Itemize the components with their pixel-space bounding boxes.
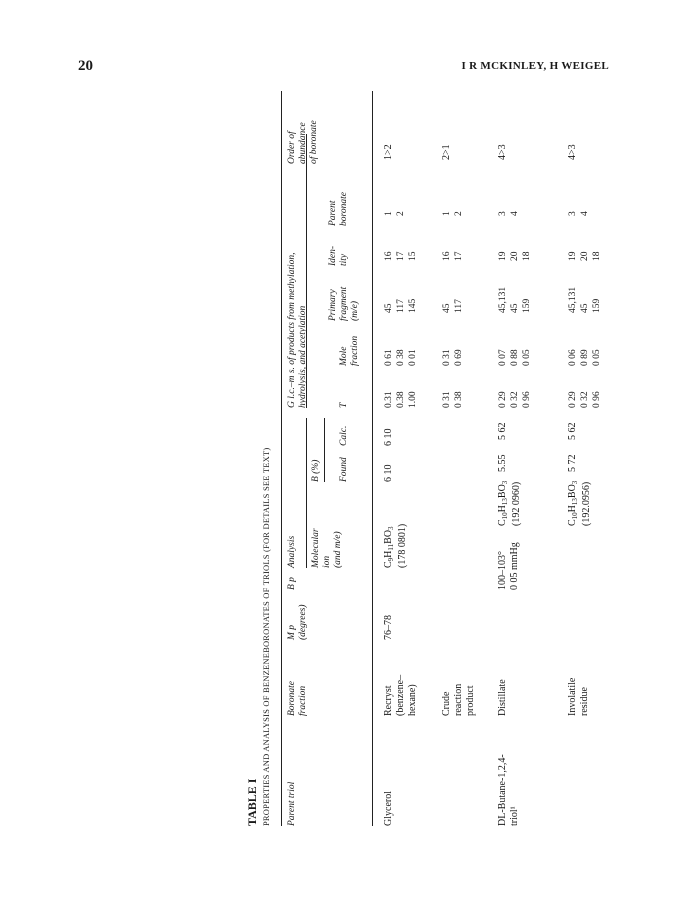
involatile-found: 5 72 [567,454,578,472]
distillate-fraction: Distillate [497,679,508,716]
involatile-identity: 19 20 18 [568,251,602,261]
recryst-mole: 0 61 0 38 0 01 [384,349,418,366]
distillate-mole: 0 07 0 88 0 05 [498,349,532,366]
involatile-t: 0 29 0 32 0 96 [568,391,602,408]
row-butane-triol: DL-Butane-1,2,4- triol¹ [497,754,520,826]
involatile-parent: 3 4 [568,211,590,216]
recryst-parent: 1 2 [384,211,406,216]
distillate-fragment: 45,131 45 159 [498,286,532,313]
recryst-order: 1>2 [383,144,394,160]
header-order-abundance: Order of abundance of boronate [287,120,319,164]
analysis-rule [306,418,307,568]
crude-fragment: 45 117 [442,299,464,313]
row-glycerol: Glycerol [383,791,394,826]
involatile-fragment: 45,131 45 159 [568,286,602,313]
involatile-calc: 5 62 [567,422,578,440]
distillate-calc: 5 62 [497,422,508,440]
header-parent-boronate: Parent boronate [328,192,349,226]
involatile-mole: 0 06 0 89 0 05 [568,349,602,366]
header-b-pct: B (%) [311,459,321,482]
recryst-found: 6 10 [383,464,394,482]
header-calc: Calc. [339,425,349,446]
page-number: 20 [78,58,93,74]
distillate-found: 5.55 [497,454,508,472]
crude-order: 2>1 [441,144,452,160]
involatile-order: 4>3 [567,144,578,160]
rotated-table [245,86,620,826]
distillate-bp: 100–103° 0 05 mmHg [497,542,520,590]
recryst-fraction: Recryst (benzene– hexane) [383,674,418,716]
involatile-formula: $C_{10}H_{13}BO_3$ (192.0956) [567,480,592,526]
distillate-formula-text: $C_{10}H_{13}BO_3$ (192 0960) [497,480,522,526]
header-t: T [339,402,349,408]
recryst-identity: 16 17 15 [384,251,418,261]
crude-mole: 0 31 0 69 [442,349,464,366]
header-mole-fraction: Mole fraction [339,335,360,366]
running-head: I R MCKINLEY, H WEIGEL [461,60,609,72]
recryst-calc: 6 10 [383,428,394,446]
header-molecular-ion: Molecular ion (and m/e) [311,528,343,568]
header-analysis: Analysis [287,535,297,568]
header-parent-triol: Parent triol [287,781,297,826]
header-glc: G l.c.–m s. of products from methylation, hydrolysis, and acetylation [287,252,308,408]
crude-identity: 16 17 [442,251,464,261]
distillate-order: 4>3 [497,144,508,160]
header-mp: M p (degrees) [287,604,308,640]
header-boronate-fraction: Boronate fraction [287,680,308,716]
distillate-t: 0 29 0 32 0 96 [498,391,532,408]
table-label: TABLE I [245,778,259,826]
recryst-mp: 76–78 [383,615,394,640]
header-bottom-rule [372,91,373,826]
header-primary-fragment: Primary fragment (m/e) [328,286,360,321]
table-caption: PROPERTIES AND ANALYSIS OF BENZENEBORONATES OF TRIOLS (FOR DETAILS SEE TEXT) [261,447,271,826]
involatile-fraction: Involatile residue [567,677,590,716]
distillate-identity: 19 20 18 [498,251,532,261]
header-bp: B p [287,577,297,590]
header-identity: Iden- tity [328,245,349,266]
crude-t: 0 31 0 38 [442,391,464,408]
recryst-fragment: 45 117 145 [384,298,418,313]
distillate-parent: 3 4 [498,211,520,216]
b-pct-rule [324,418,325,482]
crude-parent: 1 2 [442,211,464,216]
top-rule [281,91,282,826]
recryst-t: 0.31 0.38 1.00 [384,391,418,408]
crude-fraction: Crude reaction product [441,683,476,716]
recryst-formula: $C_9H_{11}BO_3$ (178 0801) [383,523,408,568]
header-found: Found [339,457,349,482]
